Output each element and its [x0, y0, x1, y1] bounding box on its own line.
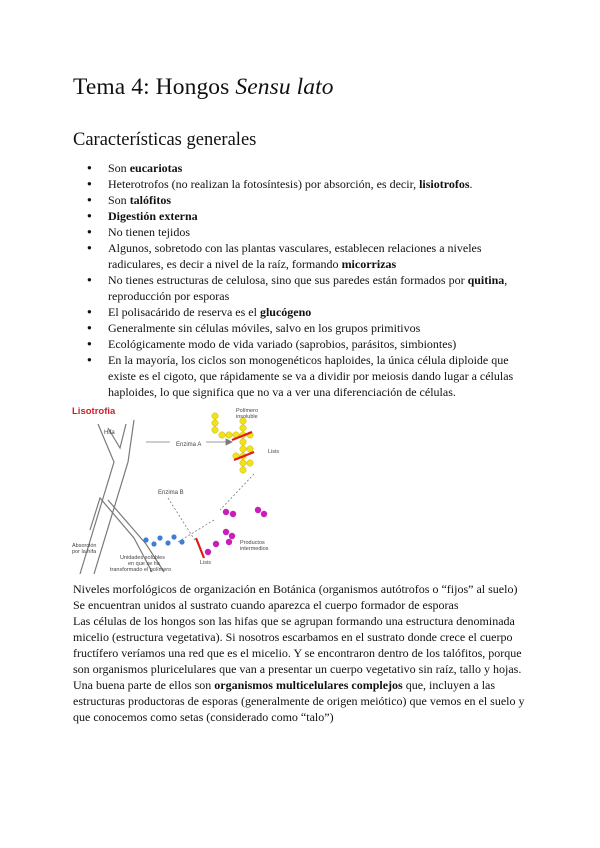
list-item: ● No tienen tejidos — [73, 224, 523, 240]
list-item: ● Heterotrofos (no realizan la fotosíntesis) por absorción, es decir, lisiotrofos. — [73, 176, 523, 192]
paragraph-organismos: Una buena parte de ellos son organismos multicelulares complejos que, incluyen a las estructuras productoras de esporas (generalmente de origen meiótico) que vemos en el suelo y que conocemos como setas (considerado como “talo”) — [73, 678, 525, 724]
label-enzima-a: Enzima A — [176, 442, 202, 448]
list-item: ● Generalmente sin células móviles, salvo en los grupos primitivos — [73, 320, 523, 336]
paragraph-niveles: Niveles morfológicos de organización en Botánica (organismos autótrofos o “fijos” al suelo) — [73, 582, 518, 596]
list-item: ● Son talófitos — [73, 192, 523, 208]
list-item: ● Digestión externa — [73, 208, 523, 224]
label-absorcion-1: Absorción — [72, 543, 97, 549]
paragraph-hifas: Las células de los hongos son las hifas que se agrupan formando una estructura denominada micelio (estructura vegetativa). Si nosotros escarbamos en el sustrato donde crece el cuerpo fructífero veríamos una red que es el micelio. Y se encontraron dentro de los talófitos, porque son organismos pluricelulares que van a presentar un cuerpo vegetativo sin raíz, tallo y hojas. — [73, 614, 522, 676]
title-main: Tema 4: Hongos — [73, 74, 236, 100]
list-item: ● Algunos, sobretodo con las plantas vasculares, establecen relaciones a niveles radiculares, es decir a nivel de la raíz, formando micorrizas — [73, 240, 523, 272]
list-item: ● Son eucariotas — [73, 160, 523, 176]
list-item: ● Ecológicamente modo de vida variado (saprobios, parásitos, simbiontes) — [73, 336, 523, 352]
paragraph-sustrato: Se encuentran unidos al sustrato cuando aparezca el cuerpo formador de esporas — [73, 598, 459, 612]
characteristics-list — [73, 160, 523, 400]
lisotrofia-diagram — [68, 402, 290, 574]
label-lisis-top: Lisis — [268, 449, 280, 455]
list-item: ● En la mayoría, los ciclos son monogenéticos haploides, la única célula diploide que existe es el cigoto, que rápidamente se va a dividir por meiosis dando lugar a células haploides, lo que significa que no va a ver una diferenciación de células. — [73, 352, 523, 400]
label-polimero-1: Polímero — [236, 408, 259, 414]
label-polimero-2: insoluble — [236, 414, 258, 420]
label-absorcion-2: por la hifa — [72, 549, 97, 555]
label-productos-1: Productos — [240, 540, 265, 546]
list-item: ● El polisacárido de reserva es el glucógeno — [73, 304, 523, 320]
page-title — [73, 74, 334, 101]
label-unidades-1: Unidades solubles — [120, 555, 165, 561]
label-enzima-b: Enzima B — [158, 490, 184, 496]
label-lisis-bottom: Lisis — [200, 560, 212, 566]
lisotrofia-figure — [68, 402, 290, 574]
label-unidades-3: transformado el polímero — [110, 567, 172, 573]
section-heading: Características generales — [73, 130, 257, 150]
bold-term: organismos multicelulares complejos — [214, 678, 403, 692]
figure-title: Lisotrofia — [72, 406, 116, 417]
label-productos-2: intermedios — [240, 546, 269, 552]
title-italic: Sensu lato — [235, 74, 334, 100]
list-item: ● No tienes estructuras de celulosa, sino que sus paredes están formados por quitina, reproducción por esporas — [73, 272, 523, 304]
label-hifa: Hifa — [104, 430, 115, 436]
label-unidades-2: en que se ha — [128, 561, 160, 567]
